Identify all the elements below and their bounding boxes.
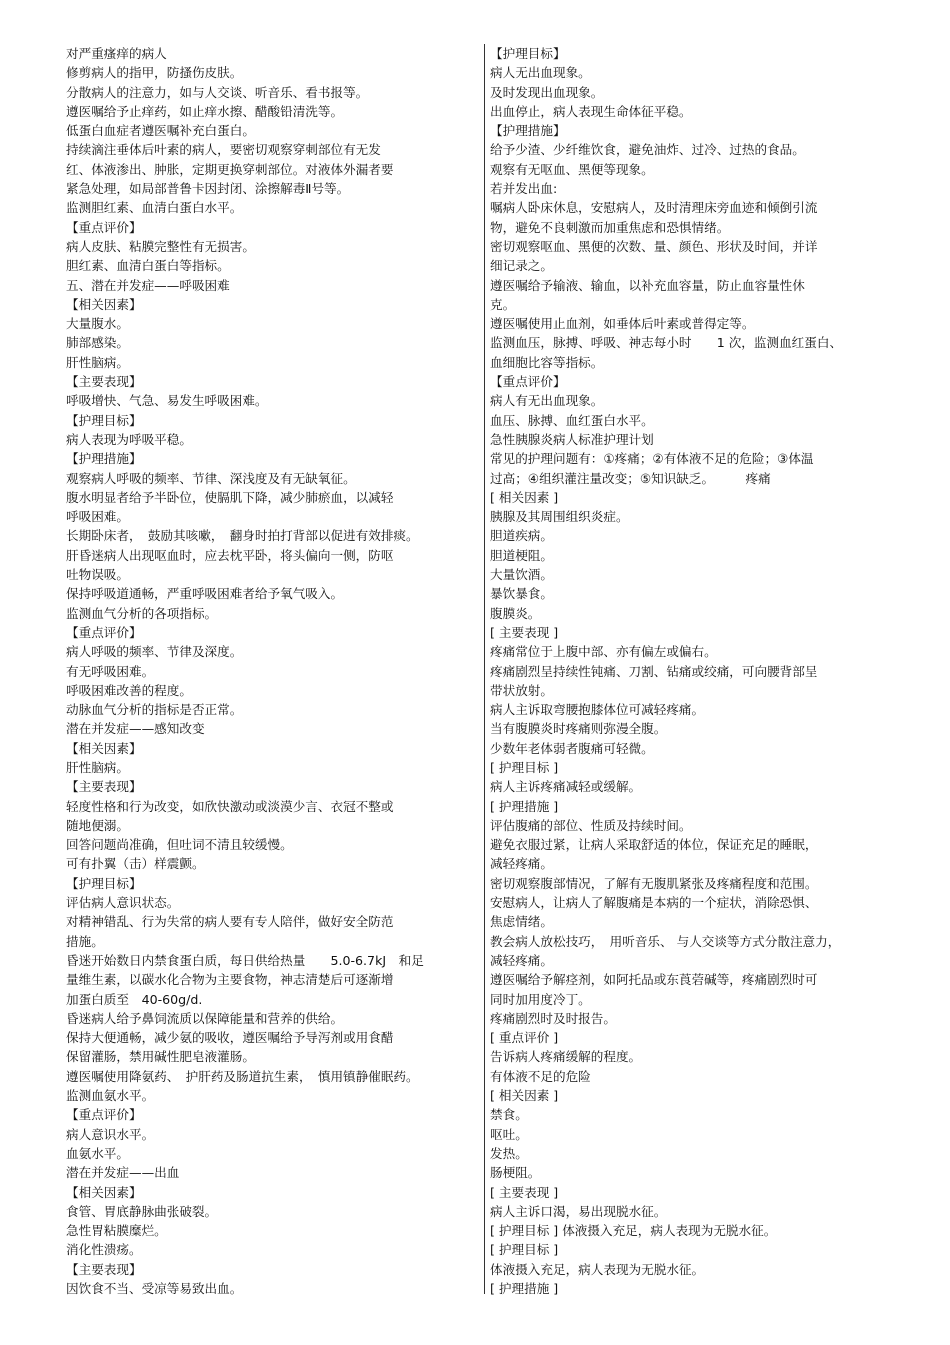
text-line: [ 护理目标 ] [490, 759, 559, 775]
text-line: 【主要表现】 [66, 1261, 142, 1277]
text-line: 昏迷开始数日内禁食蛋白质，每日供给热量 5.0-6.7kJ 和足 [66, 952, 424, 968]
text-line: 安慰病人，让病人了解腹痛是本病的一个症状，消除恐惧、 [490, 895, 818, 911]
text-line: 随地便溺。 [66, 817, 129, 833]
text-line: 肝昏迷病人出现呕血时，应去枕平卧，将头偏向一侧，防呕 [66, 547, 394, 563]
text-line: 呼吸困难改善的程度。 [66, 682, 192, 698]
text-line: 大量腹水。 [66, 316, 129, 332]
text-line: 可有扑翼（击）样震颤。 [66, 856, 205, 872]
text-line: 长期卧床者， 鼓励其咳嗽， 翻身时拍打背部以促进有效排痰。 [66, 528, 419, 544]
text-line: 若并发出血: [490, 181, 558, 197]
text-line: 有体液不足的危险 [490, 1068, 591, 1084]
text-line: 教会病人放松技巧， 用听音乐、 与人交谈等方式分散注意力， [490, 933, 841, 949]
text-line: 遵医嘱使用降氨药、 护肝药及肠道抗生素， 慎用镇静催眠药。 [66, 1068, 419, 1084]
text-line: 消化性溃疡。 [66, 1242, 142, 1258]
text-line: 同时加用度冷丁。 [490, 991, 591, 1007]
text-line: 修剪病人的指甲，防搔伤皮肤。 [66, 65, 243, 81]
text-line: 病人皮肤、粘膜完整性有无损害。 [66, 238, 255, 254]
text-line: 体液摄入充足，病人表现为无脱水征。 [490, 1261, 705, 1277]
text-line: 呕吐。 [490, 1126, 528, 1142]
text-line: 胆道疾病。 [490, 528, 553, 544]
text-line: [ 重点评价 ] [490, 1030, 559, 1046]
text-line: 潜在并发症——出血 [66, 1165, 180, 1181]
text-line: 紧急处理，如局部普鲁卡因封闭、涂擦解毒Ⅱ号等。 [66, 181, 350, 197]
text-line: 【护理目标】 [66, 412, 142, 428]
text-line: 急性胰腺炎病人标准护理计划 [490, 431, 654, 447]
text-line: 【护理措施】 [66, 451, 142, 467]
text-line: 【主要表现】 [66, 779, 142, 795]
text-line: 持续滴注垂体后叶素的病人，要密切观察穿刺部位有无发 [66, 142, 381, 158]
text-line: 监测血氨水平。 [66, 1088, 155, 1104]
text-line: 出血停止，病人表现生命体征平稳。 [490, 103, 692, 119]
text-line: 吐物误吸。 [66, 567, 129, 583]
text-line: 疼痛剧烈时及时报告。 [490, 1010, 616, 1026]
text-line: [ 护理措施 ] [490, 798, 559, 814]
text-line: 血细胞比容等指标。 [490, 354, 604, 370]
text-line: 病人意识水平。 [66, 1126, 155, 1142]
text-line: 发热。 [490, 1145, 528, 1161]
text-line: 保持大便通畅，减少氨的吸收，遵医嘱给予导泻剂或用食醋 [66, 1030, 394, 1046]
text-line: 胆红素、血清白蛋白等指标。 [66, 258, 230, 274]
text-line: 潜在并发症——感知改变 [66, 721, 205, 737]
text-line: 对精神错乱、行为失常的病人要有专人陪伴，做好安全防范 [66, 914, 394, 930]
text-line: 因饮食不当、受凉等易致出血。 [66, 1281, 243, 1296]
text-line: 少数年老体弱者腹痛可轻微。 [490, 740, 654, 756]
text-line: 【重点评价】 [66, 624, 142, 640]
text-line: 遵医嘱给予输液、输血，以补充血容量，防止血容量性休 [490, 277, 805, 293]
text-line: 肝性脑病。 [66, 354, 129, 370]
text-line: 【相关因素】 [66, 1184, 142, 1200]
text-line: 告诉病人疼痛缓解的程度。 [490, 1049, 642, 1065]
text-line: 保留灌肠，禁用碱性肥皂液灌肠。 [66, 1049, 255, 1065]
text-line: 当有腹膜炎时疼痛则弥漫全腹。 [490, 721, 667, 737]
text-line: 腹膜炎。 [490, 605, 541, 621]
text-line: 病人主诉取弯腰抱膝体位可减轻疼痛。 [490, 702, 705, 718]
text-line: 动脉血气分析的指标是否正常。 [66, 702, 243, 718]
text-line: 遵医嘱使用止血剂，如垂体后叶素或普得定等。 [490, 316, 755, 332]
text-line: [ 相关因素 ] [490, 489, 559, 505]
text-line: 嘱病人卧床休息，安慰病人，及时清理床旁血迹和倾倒引流 [490, 200, 818, 216]
text-line: 带状放射。 [490, 682, 553, 698]
text-line: 【相关因素】 [66, 740, 142, 756]
text-line: 避免衣服过紧，让病人采取舒适的体位，保证充足的睡眠， [490, 837, 818, 853]
text-line: 密切观察腹部情况，了解有无腹肌紧张及疼痛程度和范围。 [490, 875, 818, 891]
text-line: 呼吸增快、气急、易发生呼吸困难。 [66, 393, 268, 409]
text-line: [ 主要表现 ] [490, 1184, 559, 1200]
text-line: [ 护理措施 ] [490, 1281, 559, 1296]
text-line: 【重点评价】 [490, 374, 566, 390]
text-line: 【主要表现】 [66, 374, 142, 390]
text-line: 胰腺及其周围组织炎症。 [490, 509, 629, 525]
text-line: 急性胃粘膜糜烂。 [66, 1223, 167, 1239]
text-line: 减轻疼痛。 [490, 952, 553, 968]
text-line: 常见的护理问题有：①疼痛；②有体液不足的危险；③体温 [490, 451, 814, 467]
text-line: 【重点评价】 [66, 1107, 142, 1123]
text-line: 过高；④组织灌注量改变；⑤知识缺乏。 疼痛 [490, 470, 771, 486]
text-line: 【重点评价】 [66, 219, 142, 235]
text-line: 禁食。 [490, 1107, 528, 1123]
text-line: 呼吸困难。 [66, 509, 129, 525]
text-line: 量维生素，以碳水化合物为主要食物，神志清楚后可逐渐增 [66, 972, 394, 988]
text-line: 腹水明显者给予半卧位，使膈肌下降，减少肺瘀血，以减轻 [66, 489, 394, 505]
text-line: 评估腹痛的部位、性质及持续时间。 [490, 817, 692, 833]
text-line: 病人呼吸的频率、节律及深度。 [66, 644, 243, 660]
text-line: 及时发现出血现象。 [490, 84, 604, 100]
text-line: 疼痛剧烈呈持续性钝痛、刀割、钻痛或绞痛，可向腰背部呈 [490, 663, 818, 679]
text-line: 克。 [490, 296, 516, 312]
text-line: 措施。 [66, 933, 104, 949]
text-line: 给予少渣、少纤维饮食，避免油炸、过冷、过热的食品。 [490, 142, 805, 158]
text-line: 【相关因素】 [66, 296, 142, 312]
text-line: 五、潜在并发症——呼吸困难 [66, 277, 230, 293]
text-line: 昏迷病人给予鼻饲流质以保障能量和营养的供给。 [66, 1010, 344, 1026]
text-line: 物，避免不良刺激而加重焦虑和恐惧情绪。 [490, 219, 730, 235]
text-line: 肝性脑病。 [66, 759, 129, 775]
text-line: 保持呼吸道通畅，严重呼吸困难者给予氧气吸入。 [66, 586, 344, 602]
text-line: 有无呼吸困难。 [66, 663, 155, 679]
text-line: [ 相关因素 ] [490, 1088, 559, 1104]
text-line: 胆道梗阻。 [490, 547, 553, 563]
text-line: 密切观察呕血、黑便的次数、量、颜色、形状及时间，并详 [490, 238, 818, 254]
text-line: 评估病人意识状态。 [66, 895, 180, 911]
text-line: 分散病人的注意力，如与人交谈、听音乐、看书报等。 [66, 84, 369, 100]
text-line: [ 主要表现 ] [490, 624, 559, 640]
left-column [66, 44, 481, 1298]
text-line: 疼痛常位于上腹中部、亦有偏左或偏右。 [490, 644, 717, 660]
text-line: 血压、脉搏、血红蛋白水平。 [490, 412, 654, 428]
text-line: 减轻疼痛。 [490, 856, 553, 872]
text-line: 遵医嘱给予止痒药，如止痒水擦、醋酸铅清洗等。 [66, 103, 344, 119]
right-column [490, 44, 910, 1298]
text-line: 病人表现为呼吸平稳。 [66, 431, 192, 447]
text-line: 监测胆红素、血清白蛋白水平。 [66, 200, 243, 216]
text-line: 食管、胃底静脉曲张破裂。 [66, 1203, 218, 1219]
column-divider [484, 44, 485, 1294]
text-line: 焦虑情绪。 [490, 914, 553, 930]
text-line: 红、体液渗出、肿胀，定期更换穿刺部位。对液体外漏者要 [66, 161, 394, 177]
text-line: 【护理目标】 [490, 46, 566, 61]
text-line: 监测血气分析的各项指标。 [66, 605, 218, 621]
text-line: 观察病人呼吸的频率、节律、深浅度及有无缺氧征。 [66, 470, 356, 486]
text-line: 【护理措施】 [490, 123, 566, 139]
text-line: 暴饮暴食。 [490, 586, 553, 602]
text-line: 病人主诉疼痛减轻或缓解。 [490, 779, 642, 795]
text-line: 肺部感染。 [66, 335, 129, 351]
text-line: 肠梗阻。 [490, 1165, 541, 1181]
text-line: 大量饮酒。 [490, 567, 553, 583]
text-line: 病人有无出血现象。 [490, 393, 604, 409]
text-line: 监测血压，脉搏、呼吸、神志每小时 1 次，监测血红蛋白、 [490, 335, 843, 351]
text-line: 加蛋白质至 40-60g/d. [66, 991, 203, 1007]
text-line: 【护理目标】 [66, 875, 142, 891]
text-line: 病人无出血现象。 [490, 65, 591, 81]
text-line: 回答问题尚准确，但吐词不清且较缓慢。 [66, 837, 293, 853]
text-line: 对严重瘙痒的病人 [66, 46, 167, 61]
text-line: 细记录之。 [490, 258, 553, 274]
text-line: 血氨水平。 [66, 1145, 129, 1161]
text-line: [ 护理目标 ] [490, 1242, 559, 1258]
text-line: [ 护理目标 ] 体液摄入充足，病人表现为无脱水征。 [490, 1223, 777, 1239]
text-line: 遵医嘱给予解痉剂，如阿托品或东莨菪碱等，疼痛剧烈时可 [490, 972, 818, 988]
text-line: 观察有无呕血、黑便等现象。 [490, 161, 654, 177]
text-line: 病人主诉口渴，易出现脱水征。 [490, 1203, 667, 1219]
text-line: 低蛋白血症者遵医嘱补充白蛋白。 [66, 123, 255, 139]
text-line: 轻度性格和行为改变，如欣快激动或淡漠少言、衣冠不整或 [66, 798, 394, 814]
